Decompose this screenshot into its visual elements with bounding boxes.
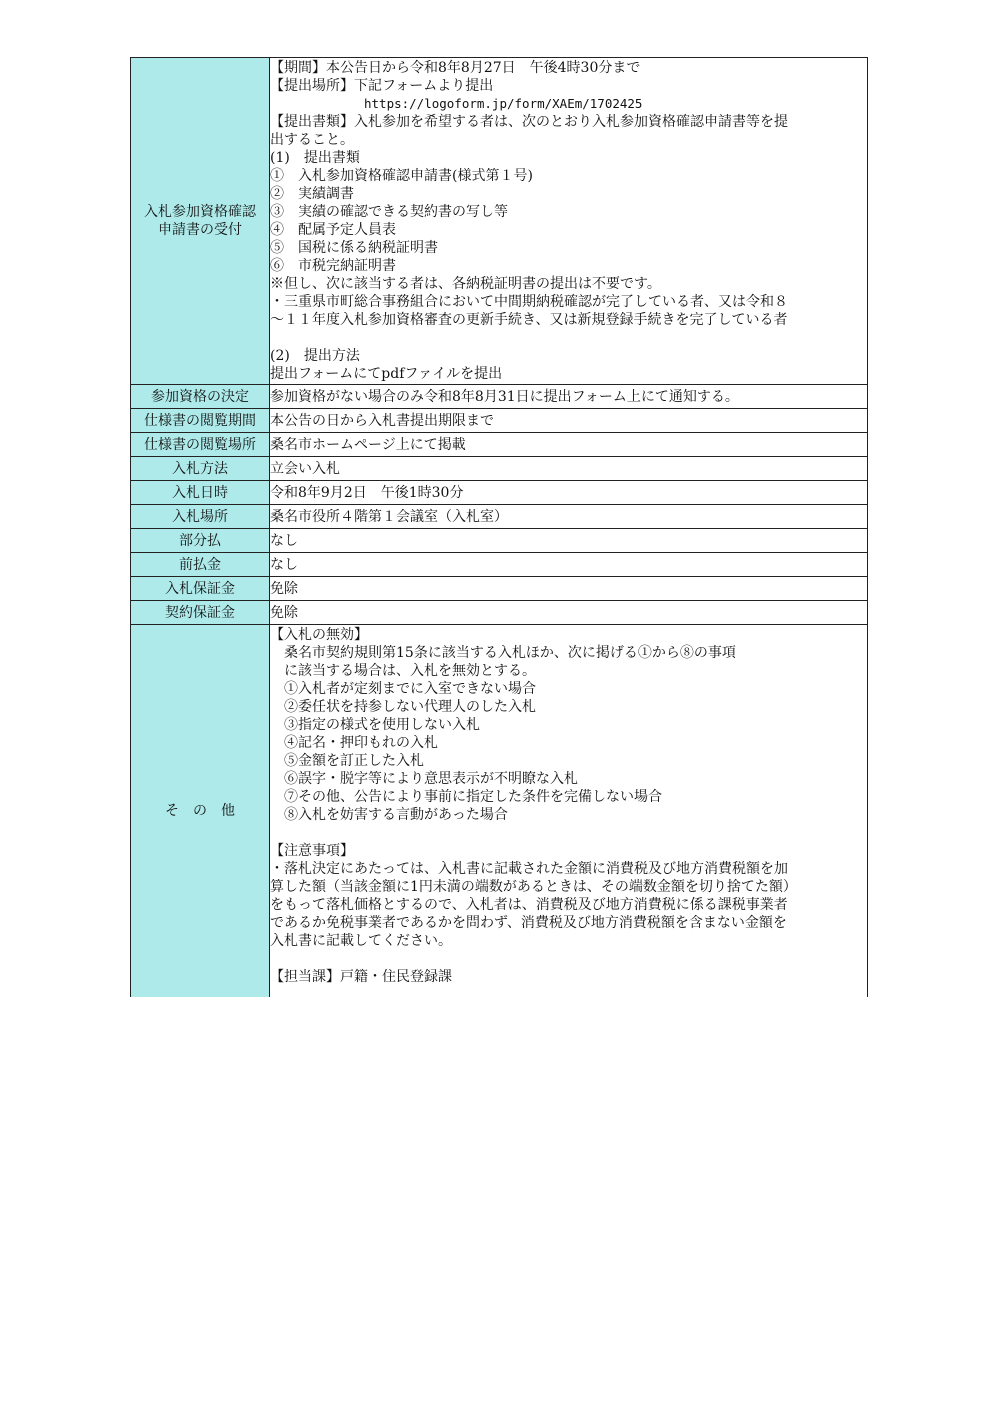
other-details [270, 625, 868, 998]
row-value: 桑名市ホームページ上にて掲載 [270, 433, 868, 457]
detail-line: 桑名市契約規則第15条に該当する入札ほか、次に掲げる①から⑧の事項 [270, 645, 736, 661]
row-value: 桑名市役所４階第１会議室（入札室） [270, 505, 868, 529]
blank-line [270, 824, 867, 842]
row-value: 本公告の日から入札書提出期限まで [270, 409, 868, 433]
table-row [131, 577, 868, 601]
detail-line: 算した額（当該金額に1円未満の端数があるときは、その端数金額を切り捨てた額） [270, 879, 797, 895]
table-row [131, 601, 868, 625]
row-label: 入札方法 [131, 457, 270, 481]
table-row [131, 433, 868, 457]
detail-line: に該当する場合は、入札を無効とする。 [270, 663, 536, 679]
row-label: 契約保証金 [131, 601, 270, 625]
table-row [131, 529, 868, 553]
label-line-1: 入札参加資格確認 [144, 204, 256, 220]
detail-line: 【期間】本公告日から令和8年8月27日 午後4時30分まで [270, 60, 641, 76]
detail-line: ①入札者が定刻までに入室できない場合 [270, 681, 536, 697]
row-value: 免除 [270, 577, 868, 601]
detail-line: ⑤金額を訂正した入札 [270, 753, 424, 769]
row-label: 入札日時 [131, 481, 270, 505]
table-row [131, 457, 868, 481]
row-label-other: そ の 他 [131, 625, 270, 998]
row-label: 部分払 [131, 529, 270, 553]
detail-line: 入札書に記載してください。 [270, 933, 452, 949]
row-label: 前払金 [131, 553, 270, 577]
detail-line: ⑤ 国税に係る納税証明書 [270, 240, 438, 256]
row-label: 入札保証金 [131, 577, 270, 601]
application-details [270, 58, 868, 385]
blank-line [270, 329, 867, 347]
detail-line: ④ 配属予定人員表 [270, 222, 396, 238]
detail-line: 出すること。 [270, 132, 354, 148]
row-value: 立会い入札 [270, 457, 868, 481]
detail-line: 【注意事項】 [270, 843, 354, 859]
detail-line: (2) 提出方法 [270, 348, 360, 364]
detail-line: ③指定の様式を使用しない入札 [270, 717, 480, 733]
row-label-application [131, 58, 270, 385]
detail-line: 【提出場所】下記フォームより提出 [270, 78, 494, 94]
detail-line: 【入札の無効】 [270, 627, 368, 643]
detail-line: ① 入札参加資格確認申請書(様式第１号) [270, 168, 533, 184]
detail-line: ※但し、次に該当する者は、各納税証明書の提出は不要です。 [270, 276, 661, 292]
detail-line: 【担当課】戸籍・住民登録課 [270, 969, 452, 985]
row-value: 参加資格がない場合のみ令和8年8月31日に提出フォーム上にて通知する。 [270, 385, 868, 409]
detail-line: ～１１年度入札参加資格審査の更新手続き、又は新規登録手続きを完了している者 [270, 312, 788, 328]
detail-line: ③ 実績の確認できる契約書の写し等 [270, 204, 508, 220]
row-value: 令和8年9月2日 午後1時30分 [270, 481, 868, 505]
blank-line [270, 950, 867, 968]
row-value: なし [270, 553, 868, 577]
bid-info-table [130, 57, 868, 997]
row-value: 免除 [270, 601, 868, 625]
table-row [131, 409, 868, 433]
detail-line: ④記名・押印もれの入札 [270, 735, 438, 751]
label-line-2: 申請書の受付 [158, 222, 242, 238]
detail-line: ⑥誤字・脱字等により意思表示が不明瞭な入札 [270, 771, 578, 787]
table-row [131, 481, 868, 505]
row-label: 仕様書の閲覧場所 [131, 433, 270, 457]
detail-line: であるか免税事業者であるかを問わず、消費税及び地方消費税額を含まない金額を [270, 915, 787, 931]
row-label: 参加資格の決定 [131, 385, 270, 409]
detail-line: ・三重県市町総合事務組合において中間期納税確認が完了している者、又は令和８ [270, 294, 788, 310]
detail-line: (1) 提出書類 [270, 150, 360, 166]
detail-line: ②委任状を持参しない代理人のした入札 [270, 699, 536, 715]
table-row [131, 385, 868, 409]
form-url-link[interactable]: https://logoform.jp/form/XAEm/1702425 [364, 96, 643, 111]
table-row [131, 625, 868, 998]
detail-line: ② 実績調書 [270, 186, 354, 202]
detail-line: ⑧入札を妨害する言動があった場合 [270, 807, 508, 823]
detail-line: をもって落札価格とするので、入札者は、消費税及び地方消費税に係る課税事業者 [270, 897, 788, 913]
row-label: 入札場所 [131, 505, 270, 529]
detail-line: 提出フォームにてpdfファイルを提出 [270, 366, 503, 382]
table-row [131, 505, 868, 529]
row-label: 仕様書の閲覧期間 [131, 409, 270, 433]
detail-line: ⑦その他、公告により事前に指定した条件を完備しない場合 [270, 789, 662, 805]
table-row [131, 58, 868, 385]
table-row [131, 553, 868, 577]
detail-line: 【提出書類】入札参加を希望する者は、次のとおり入札参加資格確認申請書等を提 [270, 114, 788, 130]
detail-line: ⑥ 市税完納証明書 [270, 258, 396, 274]
row-value: なし [270, 529, 868, 553]
detail-line: ・落札決定にあたっては、入札書に記載された金額に消費税及び地方消費税額を加 [270, 861, 788, 877]
